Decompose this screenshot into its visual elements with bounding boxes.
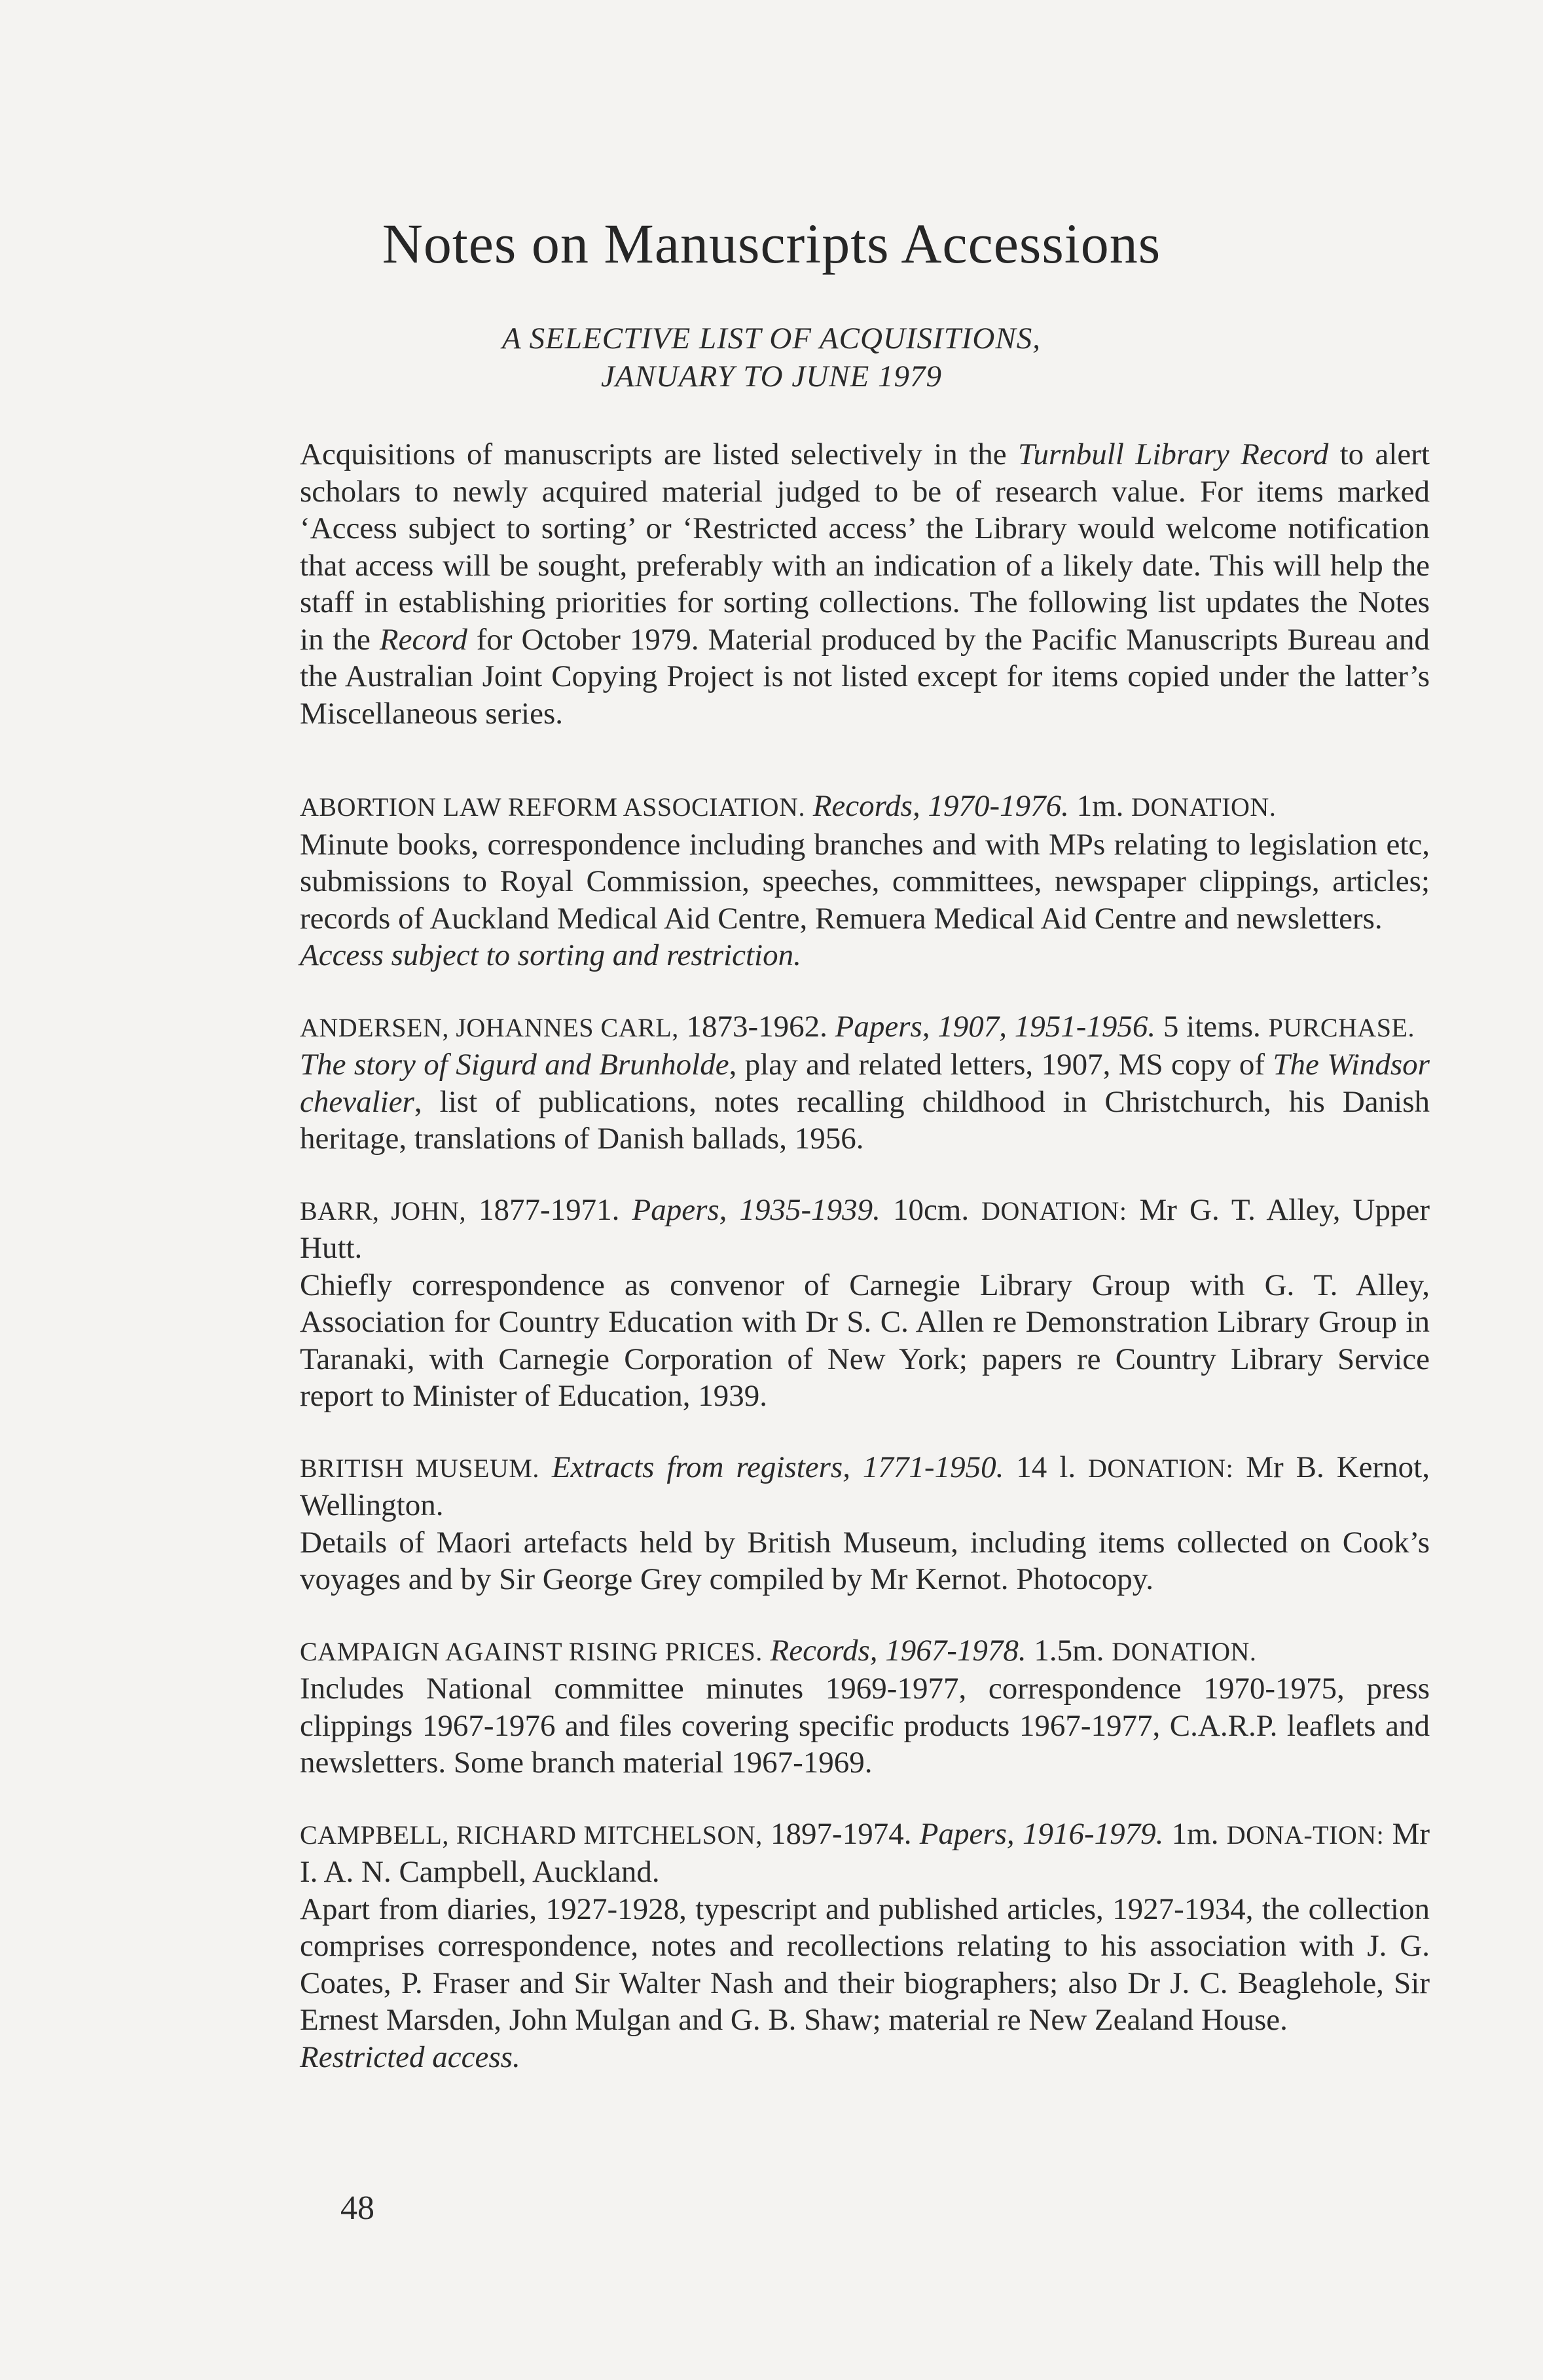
- entry-acquisition: DONATION:: [1088, 1453, 1234, 1483]
- entry-work-title: The story of Sigurd and Brunholde: [300, 1048, 729, 1082]
- entry-body-text: , list of publications, notes recalling childhood in Christchurch, his Danish heritage, translations of Danish ballads, 1956.: [300, 1084, 1430, 1156]
- subtitle-line-1: A SELECTIVE LIST OF ACQUISITIONS,: [502, 321, 1041, 356]
- page-title: Notes on Manuscripts Accessions: [382, 212, 1161, 275]
- entry-description: Papers, 1916-1979.: [919, 1816, 1164, 1851]
- entry-heading: [300, 1449, 1430, 1524]
- entry-name: CAMPBELL, RICHARD MITCHELSON,: [300, 1820, 763, 1850]
- entry-description: Extracts from registers, 1771-1950.: [551, 1450, 1004, 1484]
- intro-text: Acquisitions of manuscripts are listed selectively in the: [300, 437, 1018, 471]
- entry-body-text: , play and related letters, 1907, MS copy of: [729, 1048, 1273, 1082]
- entry-body: Includes National committee minutes 1969-1977, correspondence 1970-1975, press clippings 1967-1976 and files covering specific products 1967-1977, C.A.R.P. leaflets and newsletters. Some branch material 1967-1969.: [300, 1672, 1430, 1780]
- entry-acquisition: DONATION.: [1131, 792, 1277, 822]
- entry-acquisition: DONATION.: [1112, 1636, 1257, 1666]
- intro-text: to alert scholars to newly acquired material judged to be of research value. For items marked ‘Access subject to sorting’ or ‘Restricted access’ the Library would welcome notification that access will be sought, preferably with an indication of a likely date. This will help the staff in establishing priorities for sorting collections. The following list updates the Notes in the: [300, 437, 1430, 657]
- entry-acquisition: PURCHASE.: [1268, 1012, 1415, 1042]
- entry-description: Papers, 1907, 1951-1956.: [835, 1009, 1156, 1044]
- entry-dates: 1873-1962.: [678, 1009, 835, 1044]
- entry-extent: 10cm.: [880, 1192, 982, 1227]
- entry-work-title: The Windsor chevalier: [300, 1048, 1430, 1119]
- entry-campbell: [300, 1816, 1430, 2076]
- entry-body: Chiefly correspondence as convenor of Carnegie Library Group with G. T. Alley, Association for Country Education with Dr S. C. Allen re Demonstration Library Group in Taranaki, with Carnegie Corporation of New York; papers re Country Library Service report to Minister of Education, 1939.: [300, 1268, 1430, 1413]
- subtitle: [0, 320, 1543, 395]
- entry-british-museum: [300, 1449, 1430, 1598]
- entry-name: ANDERSEN, JOHANNES CARL,: [300, 1012, 679, 1042]
- entry-name: CAMPAIGN AGAINST RISING PRICES.: [300, 1636, 763, 1666]
- entry-acquisition: DONATION:: [981, 1196, 1127, 1226]
- entry-name: ABORTION LAW REFORM ASSOCIATION.: [300, 792, 805, 822]
- intro-journal-short: Record: [379, 622, 467, 657]
- entry-heading: [300, 1192, 1430, 1267]
- subtitle-line-2: JANUARY TO JUNE 1979: [601, 359, 942, 394]
- entry-name: BRITISH MUSEUM.: [300, 1453, 539, 1483]
- entry-carp: [300, 1632, 1430, 1782]
- text-column: [300, 436, 1430, 2076]
- entry-access-note: Restricted access.: [300, 2040, 520, 2074]
- entry-extent: 5 items.: [1155, 1009, 1269, 1044]
- entry-description: Records, 1970-1976.: [812, 789, 1069, 823]
- entry-extent: 1m.: [1163, 1816, 1227, 1851]
- entry-access-note: Access subject to sorting and restriction.: [300, 938, 801, 972]
- entry-heading: [300, 1632, 1430, 1671]
- entry-name: BARR, JOHN,: [300, 1196, 466, 1226]
- intro-text: for October 1979. Material produced by the Pacific Manuscripts Bureau and the Australian Joint Copying Project is not listed except for items copied under the latter’s Miscellaneous series.: [300, 622, 1430, 731]
- entry-extent: 1.5m.: [1026, 1633, 1112, 1668]
- entry-abortion-law-reform: [300, 788, 1430, 974]
- entry-donor: Mr B. Kernot, Wellington.: [300, 1450, 1430, 1522]
- entry-donor: Mr I. A. N. Campbell, Auckland.: [300, 1816, 1430, 1889]
- entry-description: Records, 1967-1978.: [770, 1633, 1026, 1668]
- entry-extent: 14 l.: [1004, 1450, 1089, 1484]
- entry-extent: 1m.: [1068, 789, 1132, 823]
- entry-acquisition: DONA-TION:: [1226, 1820, 1385, 1850]
- page-number: 48: [340, 2189, 374, 2227]
- entry-body: [300, 1046, 1430, 1158]
- entry-body: Minute books, correspondence including branches and with MPs relating to legislation etc, submissions to Royal Commission, speeches, committees, newspaper clippings, articles; records of Auckland Medical Aid Centre, Remuera Medical Aid Centre and newsletters.: [300, 827, 1430, 936]
- entry-body: Apart from diaries, 1927-1928, typescript and published articles, 1927-1934, the collection comprises correspondence, notes and recollections relating to his association with J. G. Coates, P. Fraser and Sir Walter Nash and their biographers; also Dr J. C. Beaglehole, Sir Ernest Marsden, John Mulgan and G. B. Shaw; material re New Zealand House.: [300, 1892, 1430, 2037]
- entry-heading: [300, 788, 1430, 826]
- entry-heading: [300, 1816, 1430, 1891]
- entry-description: Papers, 1935-1939.: [632, 1192, 880, 1227]
- entry-heading: [300, 1008, 1430, 1047]
- entry-barr: [300, 1192, 1430, 1415]
- entry-andersen: [300, 1008, 1430, 1158]
- entry-donor: Mr G. T. Alley, Upper Hutt.: [300, 1192, 1430, 1265]
- entry-dates: 1897-1974.: [762, 1816, 920, 1851]
- intro-journal-title: Turnbull Library Record: [1017, 437, 1329, 471]
- intro-paragraph: [300, 436, 1430, 732]
- entry-body: Details of Maori artefacts held by British Museum, including items collected on Cook’s voyages and by Sir George Grey compiled by Mr Kernot. Photocopy.: [300, 1525, 1430, 1596]
- entry-dates: 1877-1971.: [465, 1192, 632, 1227]
